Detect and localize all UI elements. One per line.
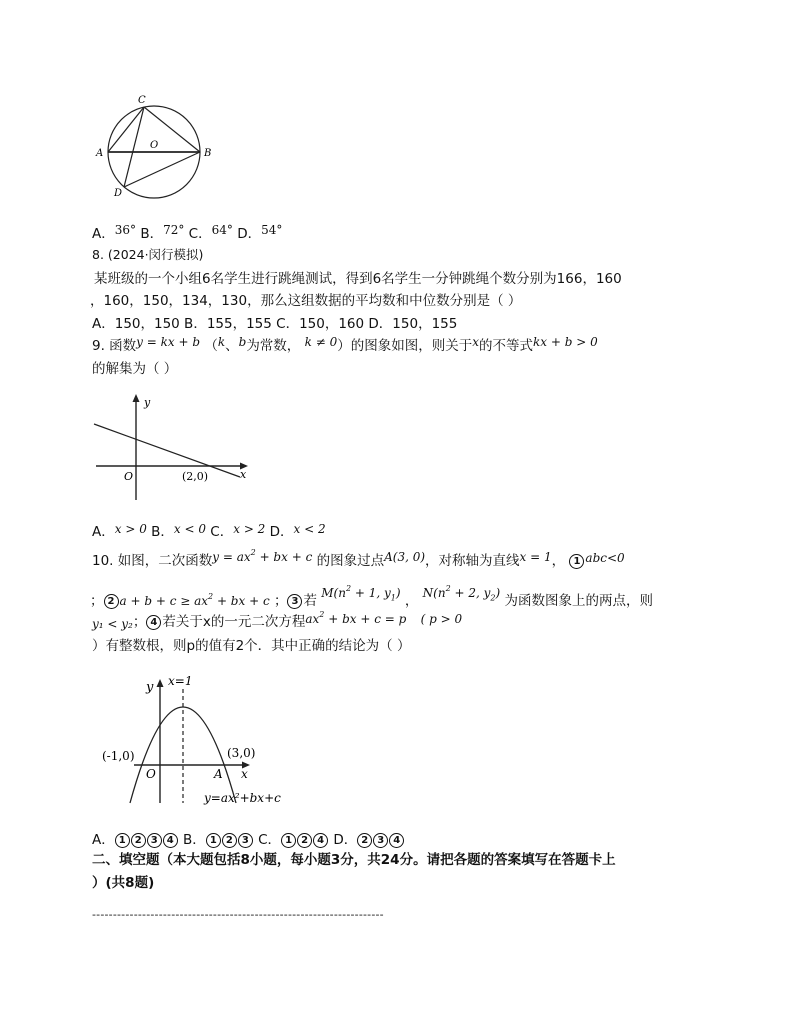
q7-option-a-label: A． <box>92 226 115 242</box>
q9-option-a-label: A． <box>92 524 115 540</box>
q9-k-condition: k ≠ 0 <box>304 335 338 349</box>
q10-pos-point: (3,0) <box>227 746 256 760</box>
q10-option-a-3: 3 <box>147 833 162 848</box>
q10-option-a-label: A． <box>92 832 115 848</box>
q10-point-n: $N(n^2 + 2$, $y_2$) <box>422 584 501 603</box>
q10-option-d-2: 2 <box>357 833 372 848</box>
q10-circled-2: 2 <box>104 594 119 609</box>
q10-comma-2: ， <box>404 593 419 609</box>
q9-function: y = kx + b <box>136 335 201 349</box>
q9-y-label: y <box>144 396 151 409</box>
q10-axis-text: ，对称轴为直线 <box>425 553 520 569</box>
q9-line2: 的解集为（ ） <box>92 361 178 377</box>
q7-option-b-label: B． <box>140 226 164 242</box>
q10-y-arrow <box>157 679 164 687</box>
q9-k: k <box>217 335 226 349</box>
q10-options <box>92 828 405 848</box>
q10-line1 <box>92 548 625 569</box>
q10-comma: ， <box>551 553 566 569</box>
q9-const-text: 为常数， <box>246 338 301 354</box>
q10-line2 <box>90 584 653 609</box>
q9-option-a-value: x > 0 <box>114 522 147 536</box>
q10-x-label: x <box>241 767 248 781</box>
q10-statement-1: abc<0 <box>585 551 625 565</box>
section2-line2: ）(共8题) <box>92 875 155 891</box>
q9-options <box>92 520 326 540</box>
q10-prefix: 10. 如图，二次函数 <box>92 553 213 569</box>
q10-line4: ）有整数根，则p的值有2个．其中正确的结论为（ ） <box>92 638 411 654</box>
q9-graph <box>90 390 255 505</box>
q10-option-c-label: C． <box>258 832 282 848</box>
q9-option-d-value: x < 2 <box>293 522 326 536</box>
q7-option-c-label: C． <box>188 226 212 242</box>
q8-options: A．150，150 B．155，155 C．150，160 D．150，155 <box>92 316 458 332</box>
q10-p-condition: ( p > 0 <box>420 612 463 626</box>
q7-options <box>92 222 282 242</box>
q10-semicolon-1: ； <box>90 593 104 609</box>
label-a: A <box>96 148 104 159</box>
q10-axis-label: x=1 <box>168 674 193 688</box>
q10-option-a-2: 2 <box>131 833 146 848</box>
q10-neg-point: (-1,0) <box>102 749 135 763</box>
q8-line2: ，160，150，134，130，那么这组数据的平均数和中位数分别是（ ） <box>90 293 522 309</box>
q10-option-d-3: 3 <box>373 833 388 848</box>
q10-option-c-4: 4 <box>313 833 328 848</box>
q10-option-b-2: 2 <box>222 833 237 848</box>
q9-option-b-value: x < 0 <box>173 522 206 536</box>
circle-figure <box>92 90 222 200</box>
q7-option-b-value: 72° <box>163 223 185 237</box>
q10-circled-1: 1 <box>569 554 584 569</box>
q10-option-c-2: 2 <box>297 833 312 848</box>
q10-graph-pass-text: 的图象过点 <box>316 553 385 569</box>
q9-x: x <box>472 335 479 349</box>
q7-option-c-value: 64° <box>211 223 233 237</box>
q10-circled-4: 4 <box>146 615 161 630</box>
q9-prefix: 9. 函数 <box>92 338 137 354</box>
q9-function-line <box>94 424 240 477</box>
q9-paren-close: ）的图象如图，则关于 <box>337 338 473 354</box>
q10-point-m: $M(n^2 + 1$, $y_1$) <box>321 584 401 603</box>
q10-option-d-label: D． <box>333 832 358 848</box>
section2-line1: 二、填空题（本大题包括8小题，每小题3分，共24分。请把各题的答案填写在答题卡上 <box>92 852 616 868</box>
q9-paren-open: （ <box>204 338 218 354</box>
q10-point-a: A(3, 0) <box>384 550 426 564</box>
q9-option-b-label: B． <box>151 524 174 540</box>
q9-option-c-value: x > 2 <box>233 522 266 536</box>
footer-divider: ---------------------------------------------------------------------- <box>92 908 384 921</box>
q9-b: b <box>238 335 247 349</box>
q9-option-c-label: C． <box>210 524 234 540</box>
q10-a-label: A <box>214 767 223 781</box>
q10-option-b-label: B． <box>183 832 206 848</box>
label-c: C <box>138 95 146 106</box>
q10-option-b-1: 1 <box>206 833 221 848</box>
q10-axis-equation: x = 1 <box>519 550 552 564</box>
q9-option-d-label: D． <box>269 524 294 540</box>
q10-statement-4-text: 若关于x的一元二次方程 <box>162 614 306 630</box>
q9-y-arrow <box>133 394 140 402</box>
q10-option-a-4: 4 <box>163 833 178 848</box>
q10-function: $y = ax^2$ + bx + c <box>212 548 313 564</box>
q10-semicolon-2: ； <box>273 593 288 609</box>
q9-point-label: (2,0) <box>182 470 209 483</box>
q10-option-d-4: 4 <box>389 833 404 848</box>
q9-x-label: x <box>240 468 247 481</box>
label-b: B <box>204 148 212 159</box>
q10-option-b-3: 3 <box>238 833 253 848</box>
q10-equation: $ax^2$ + bx + c = p <box>305 610 407 626</box>
q9-inequality: kx + b > 0 <box>532 335 598 349</box>
q9-origin: O <box>124 470 134 483</box>
q10-option-a-1: 1 <box>115 833 130 848</box>
q10-graph <box>100 665 300 815</box>
q10-line3 <box>92 610 462 631</box>
q7-option-a-value: 36° <box>114 223 137 237</box>
q10-two-points-text: 为函数图象上的两点，则 <box>504 593 653 609</box>
q10-ruo: 若 <box>303 593 317 609</box>
q10-semicolon-3: ； <box>132 614 147 630</box>
q8-header: 8. (2024·闵行模拟) <box>92 247 204 262</box>
q10-option-c-1: 1 <box>281 833 296 848</box>
q9-line1 <box>92 334 598 354</box>
q10-y-label: y <box>146 680 154 695</box>
q9-inequality-text: 的不等式 <box>478 338 533 354</box>
q8-line1: 某班级的一个小组6名学生进行跳绳测试，得到6名学生一分钟跳绳个数分别为166，160 <box>94 271 622 287</box>
q10-circled-3: 3 <box>287 594 302 609</box>
label-o: O <box>150 140 159 151</box>
q9-separator: 、 <box>225 338 239 354</box>
q10-statement-2: $a + b + c \ge ax^2$ + bx + c <box>119 592 270 608</box>
q7-option-d-label: D． <box>237 226 262 242</box>
q7-option-d-value: 54° <box>261 223 283 237</box>
q10-origin: O <box>146 767 156 781</box>
label-d: D <box>114 188 123 199</box>
q10-equation-label: y=ax²+bx+c <box>204 791 281 805</box>
q10-y-comparison: y₁ < y₂ <box>92 617 133 631</box>
